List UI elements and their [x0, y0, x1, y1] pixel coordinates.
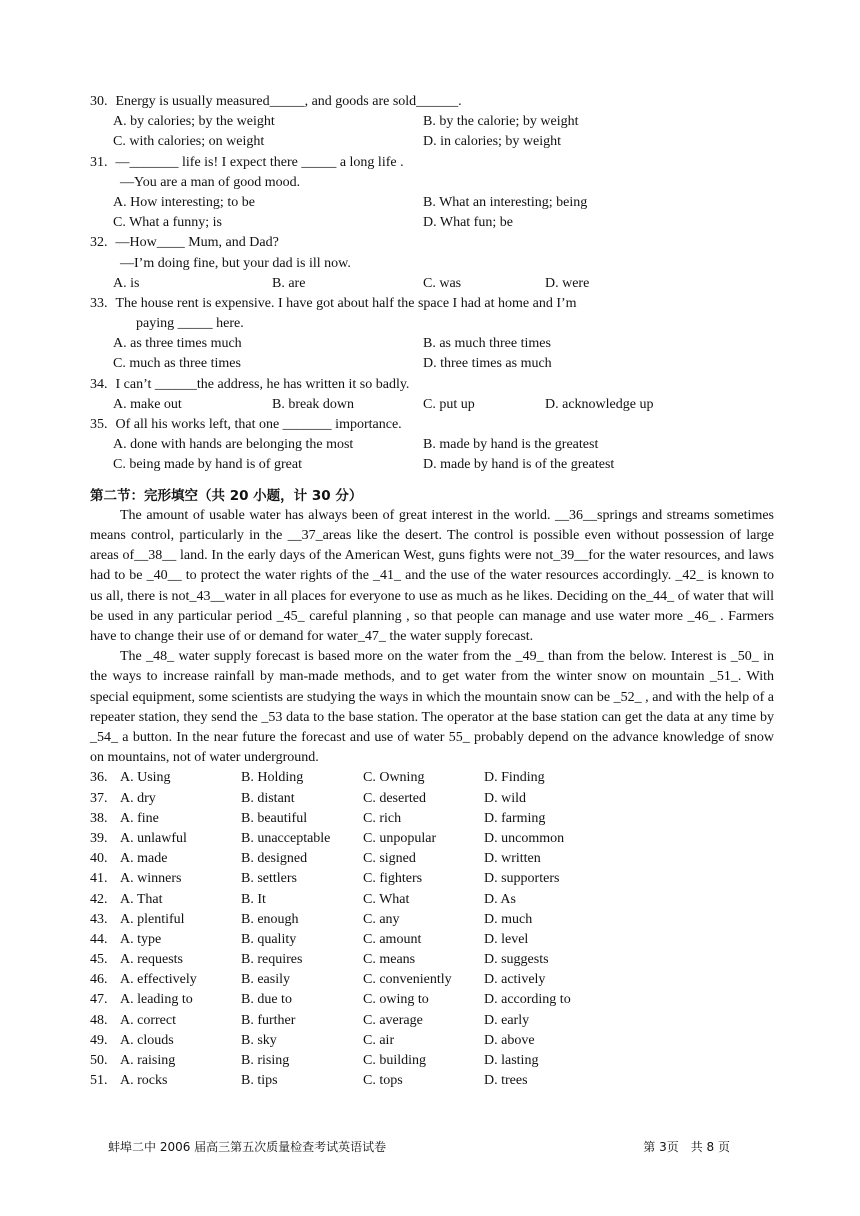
answer-option: A. winners [120, 871, 182, 887]
cloze-item-number: 51. [90, 1073, 108, 1089]
question-stem [90, 153, 774, 173]
answer-option: C. put up [423, 396, 475, 412]
section-title: 第二节：完形填空（共 20 小题，计 30 分） [90, 487, 363, 504]
answer-option: D. farming [484, 810, 546, 826]
answer-option: A. correct [120, 1012, 176, 1028]
question-number: 34. [90, 376, 108, 392]
multiple-choice-section [90, 92, 774, 476]
question-text: Of all his works left, that one _______ importance. [115, 417, 402, 432]
cloze-item-number: 37. [90, 790, 108, 806]
answer-option: A. fine [120, 810, 159, 826]
question-text: Energy is usually measured_____, and goods are sold______. [115, 94, 462, 109]
answer-option: D. lasting [484, 1053, 539, 1069]
answer-option: A. made [120, 851, 168, 867]
cloze-option-row [90, 1011, 774, 1031]
cloze-option-row [90, 1051, 774, 1071]
answer-option: D. acknowledge up [545, 396, 654, 412]
question-number: 33. [90, 295, 108, 311]
answer-option: B. distant [241, 790, 295, 806]
answer-option: B. further [241, 1012, 296, 1028]
cloze-item-number: 48. [90, 1012, 108, 1028]
footer-exam-title: 蚌埠二中 2006 届高三第五次质量检查考试英语试卷 [108, 1140, 387, 1154]
cloze-option-row [90, 849, 774, 869]
answer-option: D. made by hand is of the greatest [423, 457, 615, 473]
cloze-item-number: 42. [90, 891, 108, 907]
answer-option: A. leading to [120, 992, 193, 1008]
answer-option: C. much as three times [113, 356, 241, 372]
answer-option: D. according to [484, 992, 571, 1008]
answer-option: C. means [363, 952, 416, 968]
answer-option: A. rocks [120, 1073, 168, 1089]
answer-option: D. written [484, 851, 541, 867]
answer-option: C. rich [363, 810, 402, 826]
answer-option: B. are [272, 275, 306, 291]
cloze-option-row [90, 809, 774, 829]
question-stem [90, 294, 774, 314]
answer-option: B. settlers [241, 871, 297, 887]
question-text: —How____ Mum, and Dad? [115, 235, 279, 251]
answer-option: B. designed [241, 851, 308, 867]
cloze-option-row [90, 930, 774, 950]
answer-option: D. in calories; by weight [423, 134, 562, 150]
option-row [90, 132, 774, 152]
answer-option: B. unacceptable [241, 830, 331, 846]
answer-option: B. requires [241, 952, 303, 968]
question-number: 32. [90, 235, 108, 251]
cloze-options-list [90, 768, 774, 1091]
question-stem [90, 375, 774, 395]
answer-option: C. conveniently [363, 972, 452, 988]
answer-option: A. dry [120, 790, 156, 806]
answer-option: B. easily [241, 972, 290, 988]
question-number: 30. [90, 94, 108, 109]
cloze-option-row [90, 950, 774, 970]
cloze-option-row [90, 768, 774, 788]
answer-option: A. effectively [120, 972, 197, 988]
cloze-item-number: 39. [90, 830, 108, 846]
answer-option: C. any [363, 911, 400, 927]
cloze-item-number: 40. [90, 851, 108, 867]
cloze-option-row [90, 890, 774, 910]
cloze-item-number: 46. [90, 972, 108, 988]
answer-option: C. amount [363, 931, 422, 947]
answer-option: C. owing to [363, 992, 429, 1008]
page-footer [108, 1138, 730, 1156]
answer-option: A. clouds [120, 1032, 174, 1048]
cloze-passage-paragraph-2: The _48_ water supply forecast is based more on the water from the _49_ than from the below. Interest is _50_ in the ways to increase rainfall by man-made methods, and to get water from the winter snow on mountain _51_. With special equipment, some scientists are studying the ways in which the mountain snow can be _52_ , and with the help of a repeater station, they send the _53 data to the base station. The operator at the base station can get the data at any time by _54_ a button. In the near future the forecast and use of water 55_ probably depend on the advance knowledge of snow on mountains, not of water underground. [90, 649, 774, 766]
question-stem [90, 415, 774, 435]
answer-option: A. That [120, 891, 163, 907]
cloze-option-row [90, 869, 774, 889]
answer-option: D. uncommon [484, 830, 565, 846]
answer-option: B. break down [272, 396, 355, 412]
cloze-item-number: 41. [90, 871, 108, 887]
answer-option: A. by calories; by the weight [113, 114, 275, 130]
answer-option: C. What [363, 891, 410, 907]
answer-option: C. average [363, 1012, 423, 1028]
answer-option: D. above [484, 1032, 535, 1048]
option-row [90, 435, 774, 455]
cloze-option-row [90, 910, 774, 930]
answer-option: B. sky [241, 1032, 277, 1048]
answer-option: B. What an interesting; being [423, 194, 588, 210]
option-row [90, 193, 774, 213]
answer-option: C. deserted [363, 790, 426, 806]
question-text: —_______ life is! I expect there _____ a long life . [115, 154, 404, 170]
answer-option: C. tops [363, 1073, 403, 1089]
question-continuation: paying _____ here. [136, 316, 244, 332]
answer-option: A. is [113, 275, 140, 291]
answer-option: D. As [484, 891, 516, 907]
cloze-item-number: 47. [90, 992, 108, 1008]
answer-option: D. much [484, 911, 533, 927]
answer-option: B. enough [241, 911, 299, 927]
answer-option: A. plentiful [120, 911, 185, 927]
answer-option: B. by the calorie; by weight [423, 114, 579, 130]
answer-option: A. unlawful [120, 830, 187, 846]
cloze-item-number: 38. [90, 810, 108, 826]
answer-option: D. suggests [484, 952, 549, 968]
question-stem [90, 92, 774, 112]
answer-option: D. Finding [484, 770, 545, 786]
answer-option: D. early [484, 1012, 530, 1028]
answer-option: B. tips [241, 1073, 278, 1089]
answer-option: C. with calories; on weight [113, 134, 265, 150]
question-continuation: —I’m doing fine, but your dad is ill now. [120, 255, 351, 271]
option-row [90, 334, 774, 354]
option-row [90, 455, 774, 475]
answer-option: B. quality [241, 931, 297, 947]
answer-option: A. How interesting; to be [113, 194, 255, 210]
cloze-option-row [90, 1071, 774, 1091]
answer-option: C. Owning [363, 770, 425, 786]
option-row [90, 213, 774, 233]
answer-option: B. It [241, 891, 266, 907]
option-row [90, 354, 774, 374]
answer-option: A. make out [113, 396, 182, 412]
cloze-item-number: 45. [90, 952, 108, 968]
answer-option: A. as three times much [113, 336, 242, 352]
answer-option: D. actively [484, 972, 546, 988]
cloze-option-row [90, 970, 774, 990]
answer-option: C. was [423, 275, 462, 291]
answer-option: A. Using [120, 770, 171, 786]
answer-option: B. rising [241, 1053, 290, 1069]
answer-option: B. beautiful [241, 810, 308, 826]
cloze-item-number: 44. [90, 931, 108, 947]
option-row [90, 112, 774, 132]
answer-option: D. were [545, 275, 590, 291]
question-continuation: —You are a man of good mood. [120, 174, 301, 190]
option-row [90, 395, 774, 415]
answer-option: D. supporters [484, 871, 560, 887]
answer-option: D. What fun; be [423, 215, 513, 231]
answer-option: A. type [120, 931, 162, 947]
cloze-passage-paragraph-1: The amount of usable water has always been of great interest in the world. __36__springs and streams sometimes means control, particularly in the __37_areas like the desert. The control is possible even without possession of large areas of__38__ land. In the early days of the American West, guns fights were not_39__for the water resources, and laws had to be _40__ to protect the water rights of the _41_ and the use of the water resources accordingly. _42_ is known to us all, there is not_43__water in all places for everyone to use as much as he likes. Deciding on the_44_ of water that will be used in any particular period _45_ careful planning , so that people can manage and use water more _46_ . Farmers have to change their use of or demand for water_47_ the water supply forecast. [90, 507, 774, 644]
answer-option: D. trees [484, 1073, 528, 1089]
cloze-option-row [90, 829, 774, 849]
question-text: The house rent is expensive. I have got about half the space I had at home and I’m [115, 295, 577, 311]
question-number: 31. [90, 154, 108, 170]
cloze-option-row [90, 1031, 774, 1051]
cloze-item-number: 50. [90, 1053, 108, 1069]
answer-option: D. wild [484, 790, 526, 806]
answer-option: A. requests [120, 952, 183, 968]
answer-option: C. unpopular [363, 830, 437, 846]
answer-option: C. air [363, 1032, 395, 1048]
cloze-item-number: 43. [90, 911, 108, 927]
question-stem [90, 233, 774, 253]
answer-option: B. made by hand is the greatest [423, 437, 599, 453]
answer-option: A. raising [120, 1053, 176, 1069]
footer-page-number: 第 3页 共 8 页 [643, 1140, 730, 1154]
answer-option: C. being made by hand is of great [113, 457, 302, 473]
answer-option: B. due to [241, 992, 292, 1008]
answer-option: B. as much three times [423, 336, 551, 352]
option-row [90, 274, 774, 294]
cloze-option-row [90, 789, 774, 809]
question-text: I can’t ______the address, he has written it so badly. [115, 376, 410, 392]
answer-option: B. Holding [241, 770, 304, 786]
cloze-option-row [90, 990, 774, 1010]
question-number: 35. [90, 417, 108, 432]
answer-option: D. level [484, 931, 529, 947]
answer-option: C. building [363, 1053, 427, 1069]
cloze-item-number: 49. [90, 1032, 108, 1048]
answer-option: C. signed [363, 851, 416, 867]
exam-page [90, 92, 774, 1091]
answer-option: D. three times as much [423, 356, 552, 372]
answer-option: C. fighters [363, 871, 423, 887]
answer-option: A. done with hands are belonging the most [113, 437, 354, 453]
cloze-item-number: 36. [90, 770, 108, 786]
answer-option: C. What a funny; is [113, 215, 223, 231]
